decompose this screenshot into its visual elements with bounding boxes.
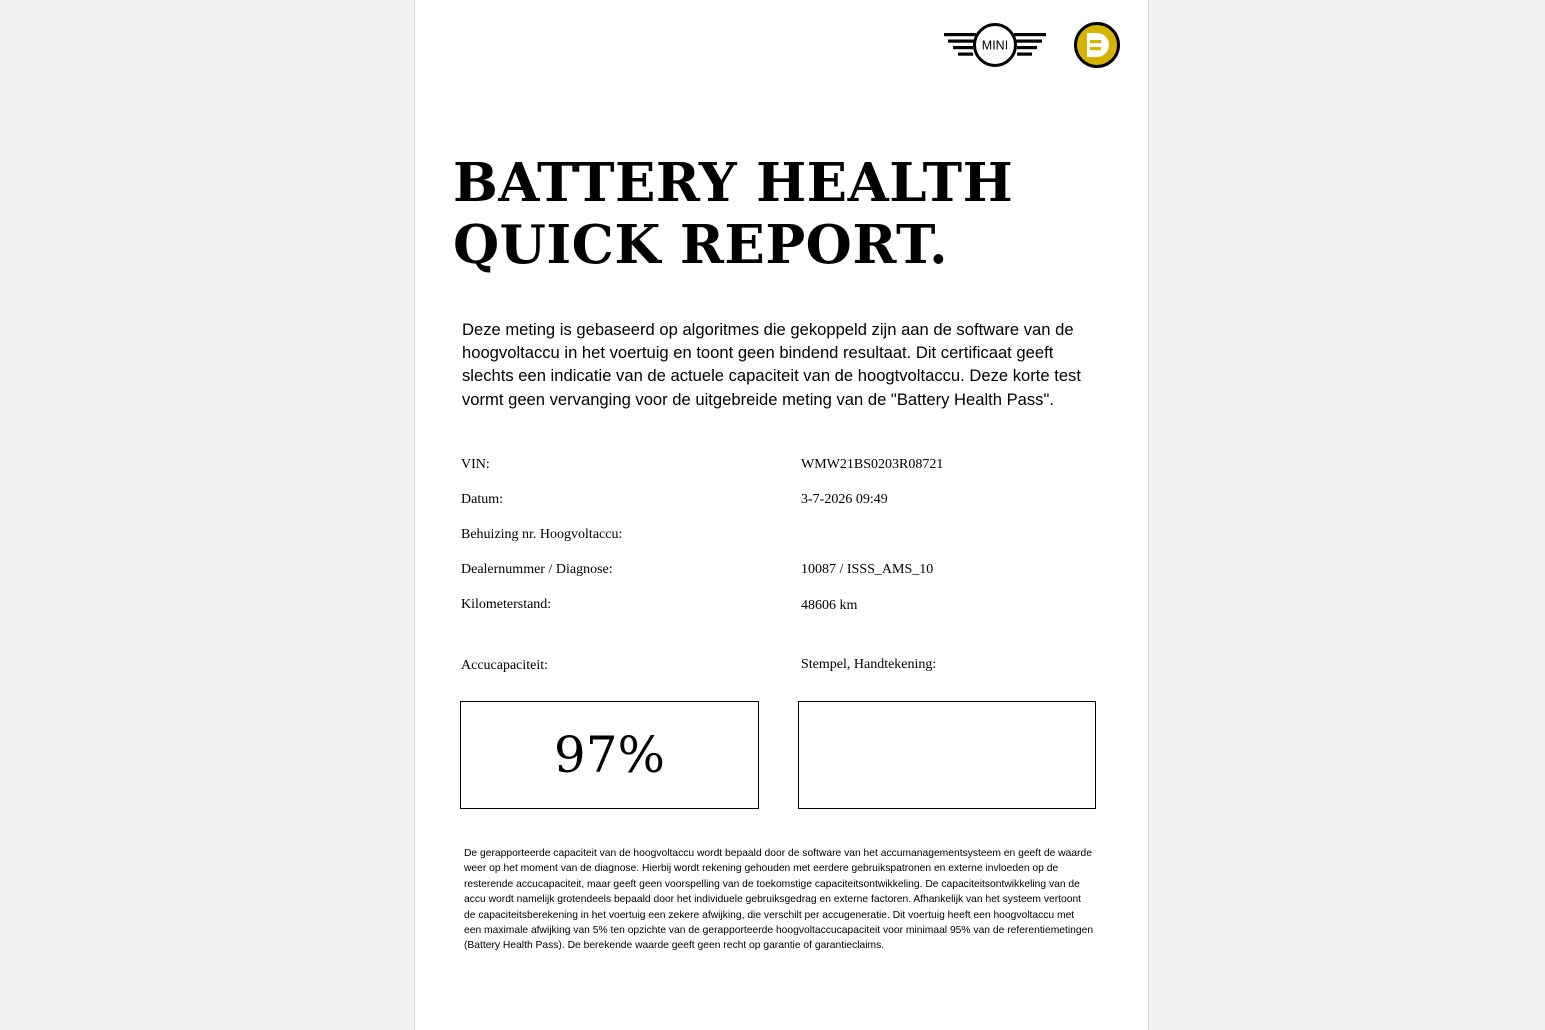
vin-value: WMW21BS0203R08721 <box>801 457 944 472</box>
kilometerstand-label: Kilometerstand: <box>461 597 552 612</box>
vin-label: VIN: <box>461 457 490 472</box>
disclaimer-footnote: De gerapporteerde capaciteit van de hoogvoltaccu wordt bepaald door de software van het accumanagementsysteem en geeft de waarde weer op het moment van de diagnose. Hierbij wordt rekening gehouden met eerdere gebruikspatronen en externe invloeden op de resterende accucapaciteit, maar geeft geen voorspelling van de toekomstige capaciteitsontwikkeling. De capaciteitsontwikkeling van de accu wordt namelijk grotendeels bepaald door het individuele gebruiksgedrag en externe factoren. Afhankelijk van het systeem vertoont de capaciteitsberekening in het voertuig een zekere afwijking, die verschilt per accugeneratie. Dit voertuig heeft een hoogvoltaccu met een maximale afwijking van 5% ten opzichte van de gerapporteerde hoogvoltaccucapaciteit voor minimaal 95% van de referentiemetingen (Battery Health Pass). De berekende waarde geeft geen recht op garantie of garantieclaims. <box>464 848 1094 952</box>
capacity-label: Accucapaciteit: <box>461 658 549 673</box>
kilometerstand-value: 48606 km <box>801 598 858 613</box>
report-title <box>453 152 1013 276</box>
stamp-label: Stempel, Handtekening: <box>801 657 937 672</box>
intro-paragraph: Deze meting is gebaseerd op algoritmes die gekoppeld zijn aan de software van de hoogvoltaccu in het voertuig en toont geen bindend resultaat. Dit certificaat geeft slechts een indicatie van de actuele capaciteit van de hoogtvoltaccu. Deze korte test vormt geen vervanging voor de uitgebreide meting van de "Battery Health Pass". <box>462 320 1081 409</box>
datum-label: Datum: <box>461 492 503 507</box>
mini-electric-plug-icon <box>1073 21 1121 69</box>
report-page <box>414 0 1149 1030</box>
behuizing-label: Behuizing nr. Hoogvoltaccu: <box>461 527 623 542</box>
capacity-box <box>460 701 759 809</box>
report-title-line-2: QUICK REPORT. <box>453 214 949 276</box>
dealer-label: Dealernummer / Diagnose: <box>461 562 613 577</box>
svg-text:MINI: MINI <box>981 38 1009 53</box>
stamp-signature-box <box>798 701 1096 809</box>
report-title-line-1: BATTERY HEALTH <box>453 152 1014 214</box>
dealer-value: 10087 / ISSS_AMS_10 <box>801 562 934 577</box>
capacity-value: 97% <box>553 726 666 784</box>
datum-value: 3-7-2026 09:49 <box>801 492 888 507</box>
mini-wings-logo-icon <box>942 20 1048 72</box>
